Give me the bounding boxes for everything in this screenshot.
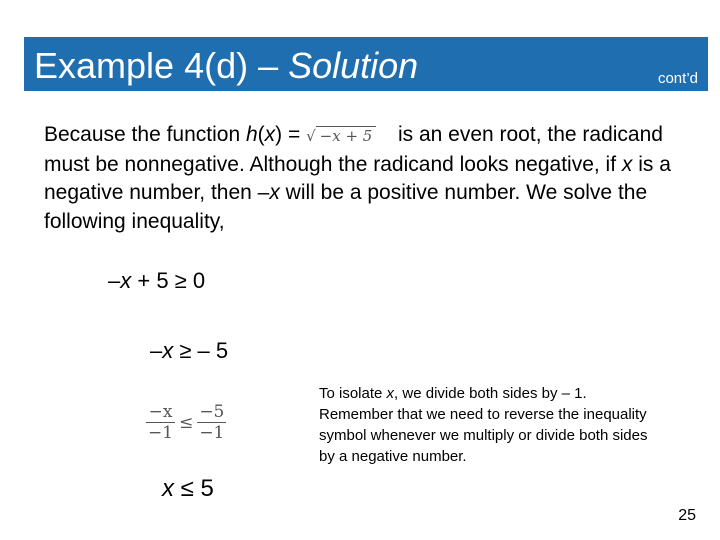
- denominator-right: −1: [199, 423, 225, 443]
- denominator-left: −1: [148, 423, 174, 443]
- variable-x: x: [264, 123, 276, 146]
- variable-x: x: [269, 181, 280, 204]
- slide-title: [34, 45, 418, 87]
- numerator-left: −x: [146, 402, 175, 423]
- note-text-1: To isolate: [319, 385, 387, 402]
- step-4-rest: ≤ 5: [174, 475, 214, 502]
- minus-sign: –: [150, 338, 163, 363]
- radical-sign: √: [306, 127, 316, 145]
- relation-symbol: ≤: [179, 412, 194, 433]
- variable-x: x: [621, 152, 633, 176]
- fraction-right: [197, 402, 226, 443]
- para-text-1: Because the function: [44, 123, 246, 146]
- sqrt-expression: [306, 122, 392, 151]
- explanation-paragraph: [44, 121, 694, 236]
- para-text-3: ) =: [275, 123, 307, 146]
- continued-label: cont’d: [657, 70, 698, 87]
- para-text-6: will be a positive number. We solve the following inequality,: [44, 181, 648, 233]
- page-number: 25: [678, 507, 696, 524]
- variable-x: x: [120, 268, 132, 293]
- minus-sign: –: [108, 268, 121, 293]
- variable-x: x: [386, 385, 395, 402]
- title-bar: [24, 37, 708, 91]
- para-text-2: (: [257, 123, 265, 146]
- function-name: h: [245, 123, 258, 146]
- note-text-2: , we divide both sides by – 1. Remember that we need to reverse the inequality symbol whenever we multiply or divide both sides by a negative number.: [319, 385, 648, 465]
- numerator-right: −5: [199, 402, 225, 422]
- variable-x: x: [162, 475, 174, 502]
- side-note: [319, 383, 664, 467]
- inequality-step-4: [162, 475, 214, 503]
- para-text-5: is a negative number, then –: [44, 152, 671, 204]
- inequality-step-2: [150, 338, 228, 364]
- step-1-rest: + 5 ≥ 0: [131, 268, 206, 293]
- inequality-step-1: [108, 268, 205, 294]
- title-solution: Solution: [288, 45, 419, 86]
- fraction-left: [146, 402, 175, 443]
- para-text-4: is an even root, the radicand must be nonnegative. Although the radicand looks negative, if: [44, 123, 663, 176]
- step-2-rest: ≥ – 5: [173, 338, 229, 363]
- radicand: −x + 5: [316, 126, 377, 145]
- inequality-step-3: [146, 402, 226, 443]
- variable-x: x: [162, 338, 174, 363]
- title-main: Example 4(d) –: [34, 45, 289, 86]
